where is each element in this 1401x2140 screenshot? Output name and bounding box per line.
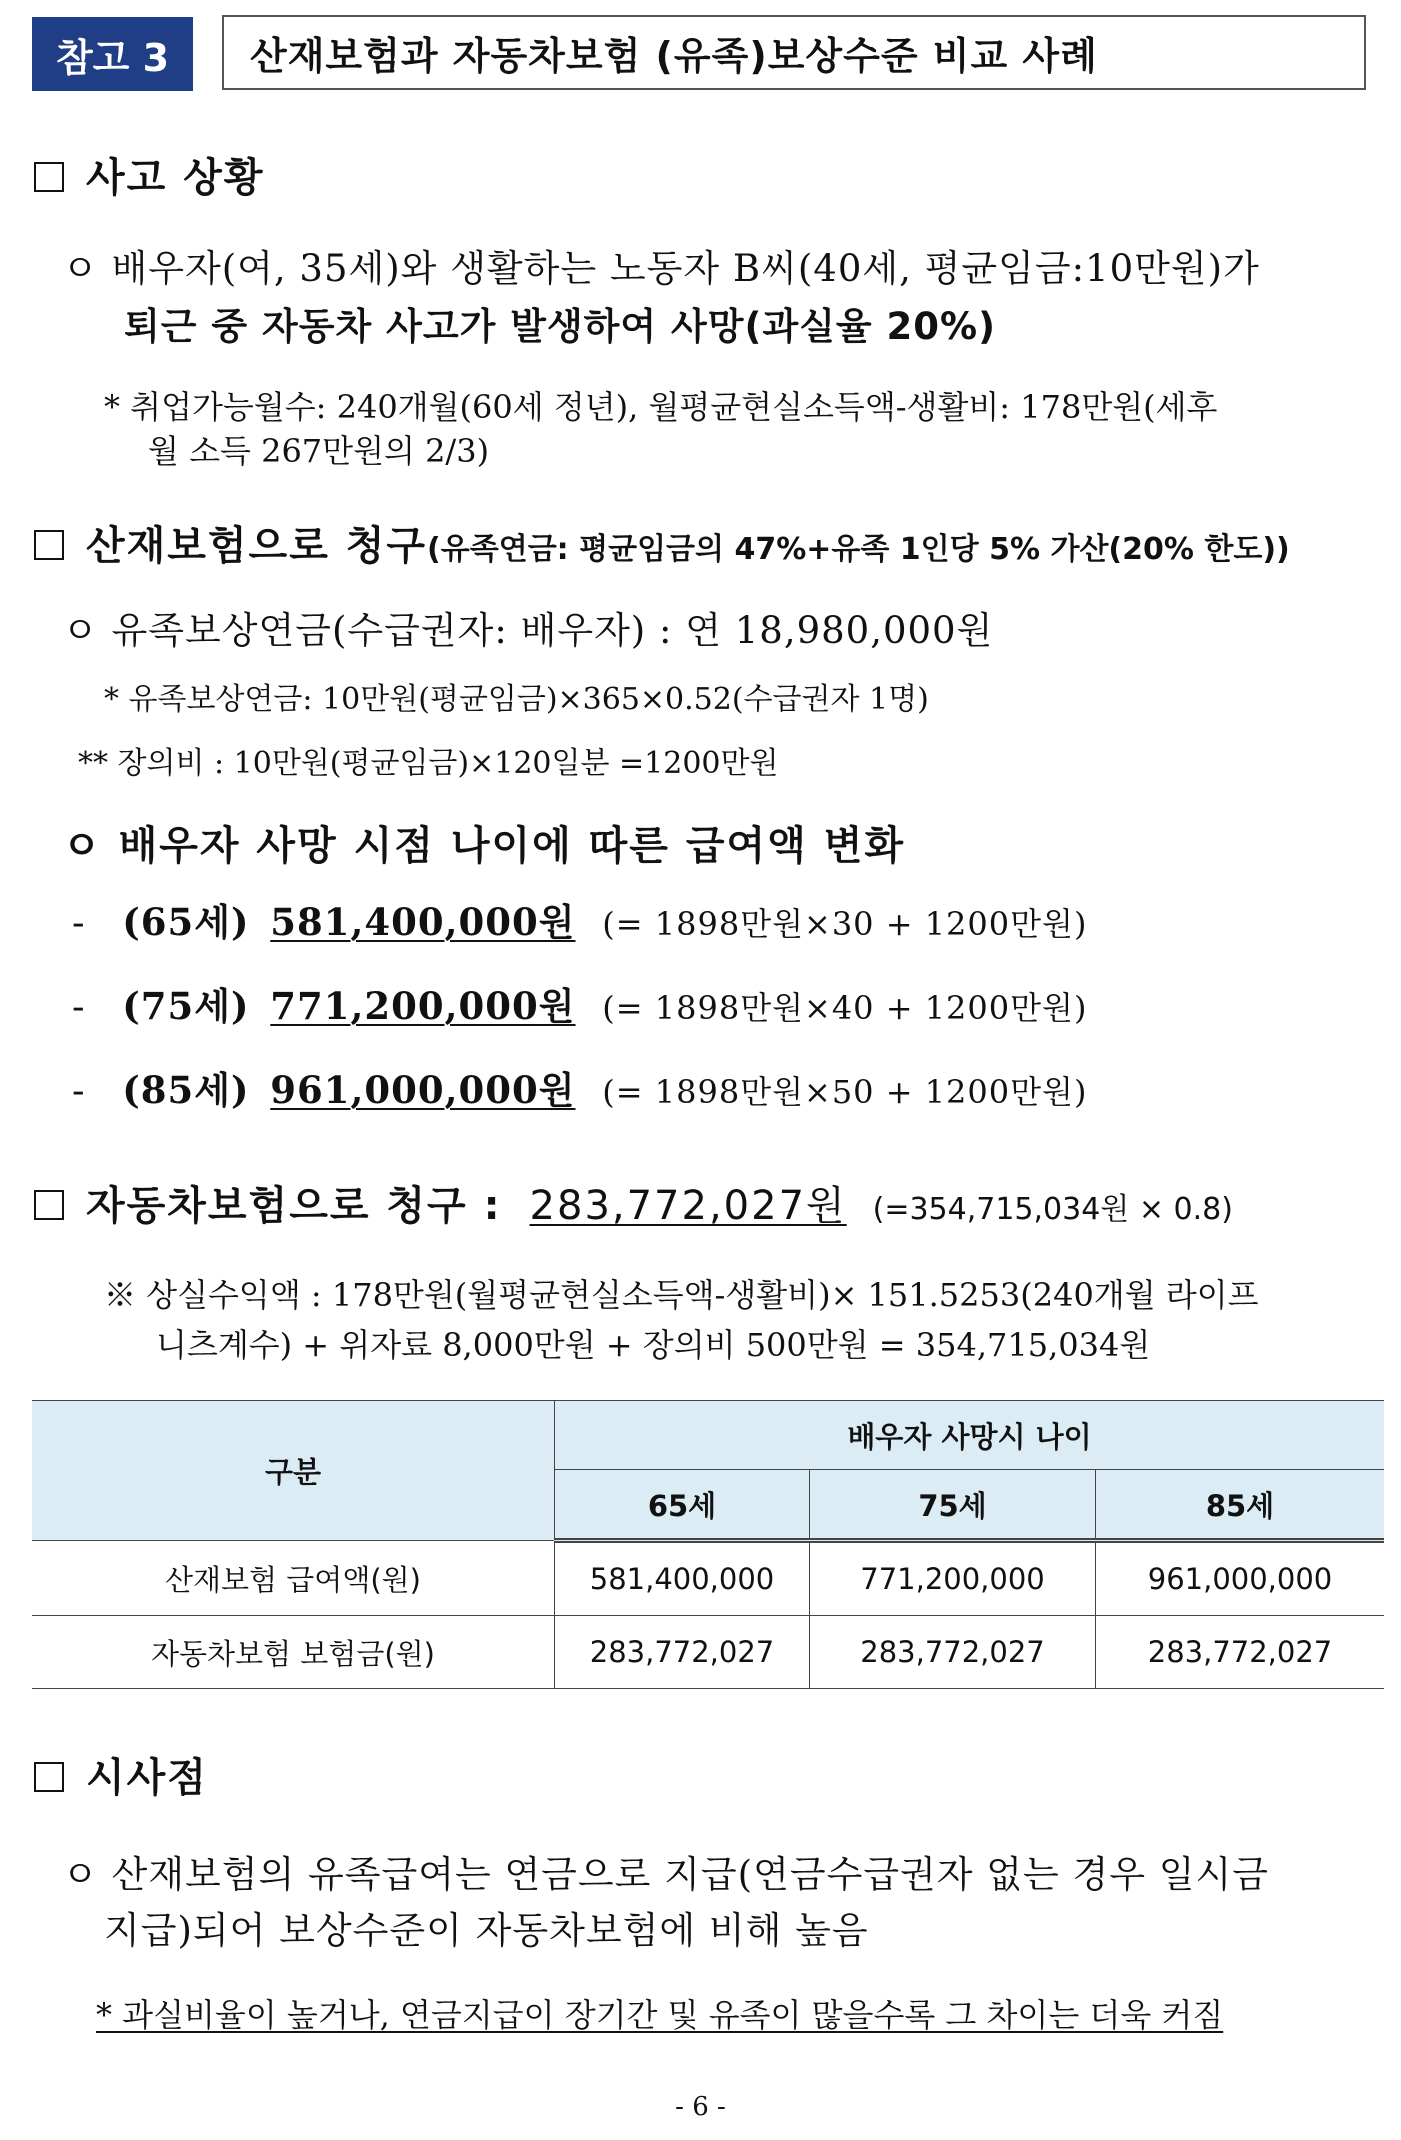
table-row-label: 산재보험 급여액(원) — [32, 1541, 555, 1616]
section-accident-title: 사고 상황 — [86, 155, 265, 201]
row-age: (75세) — [122, 984, 250, 1028]
auto-total-amount: 283,772,027원 — [529, 1183, 847, 1229]
industrial-annuity-bullet: ㅇ 유족보상연금(수급권자: 배우자) : 연 18,980,000원 — [62, 609, 994, 652]
implication-note: * 과실비율이 높거나, 연금지급이 장기간 및 유족이 많을수록 그 차이는 더욱 커짐 — [96, 1996, 1224, 2034]
table-cell: 283,772,027 — [555, 1616, 810, 1689]
row-amount: 771,200,000원 — [270, 984, 576, 1028]
table-cell: 771,200,000 — [810, 1541, 1096, 1616]
benefit-row-85 — [72, 1060, 1087, 1114]
implication-bullet-line1: ㅇ 산재보험의 유족급여는 연금으로 지급(연금수급권자 없는 경우 일시금 — [62, 1853, 1270, 1896]
table-row-label: 자동차보험 보험금(원) — [32, 1616, 555, 1689]
accident-bullet-line1: ㅇ 배우자(여, 35세)와 생활하는 노동자 B씨(40세, 평균임금:10만원)가 — [62, 247, 1260, 290]
table-header-age: 85세 — [1096, 1470, 1385, 1541]
section-implication-title: 시사점 — [86, 1755, 208, 1801]
benefit-row-75 — [72, 976, 1087, 1030]
row-age: (85세) — [122, 1068, 250, 1112]
accident-bullet-line2: 퇴근 중 자동차 사고가 발생하여 사망(과실율 20%) — [124, 305, 997, 348]
checkbox-square-icon — [34, 162, 64, 192]
table-header-age-group: 배우자 사망시 나이 — [555, 1401, 1385, 1470]
checkbox-square-icon — [34, 1190, 64, 1220]
checkbox-square-icon — [34, 530, 64, 560]
table-cell: 283,772,027 — [810, 1616, 1096, 1689]
row-dash: - — [72, 901, 86, 944]
section-accident-heading — [34, 146, 265, 203]
comparison-table — [32, 1400, 1384, 1689]
benefit-row-65 — [72, 892, 1087, 946]
age-change-subheading: ㅇ 배우자 사망 시점 나이에 따른 급여액 변화 — [62, 823, 905, 869]
row-dash: - — [72, 1069, 86, 1112]
table-cell: 581,400,000 — [555, 1541, 810, 1616]
section-auto-heading — [34, 1174, 1233, 1231]
lost-income-note-line2: 니츠계수) + 위자료 8,000만원 + 장의비 500만원 = 354,715,034원 — [156, 1326, 1151, 1364]
reference-badge: 참고 3 — [32, 17, 193, 91]
table-cell: 283,772,027 — [1096, 1616, 1385, 1689]
page-number: - 6 - — [675, 2092, 726, 2122]
section-implication-heading — [34, 1746, 208, 1803]
section-industrial-heading — [34, 514, 1290, 571]
accident-note-line2: 월 소득 267만원의 2/3) — [148, 432, 490, 470]
implication-bullet-line2: 지급)되어 보상수준이 자동차보험에 비해 높음 — [104, 1909, 869, 1952]
funeral-cost-note: ** 장의비 : 10만원(평균임금)×120일분 =1200만원 — [78, 746, 779, 781]
table-row — [32, 1616, 1384, 1689]
row-amount: 581,400,000원 — [270, 900, 576, 944]
section-industrial-title: 산재보험으로 청구 — [86, 523, 428, 569]
row-dash: - — [72, 985, 86, 1028]
row-formula: (= 1898만원×50 + 1200만원) — [602, 1073, 1088, 1111]
section-industrial-note: (유족연금: 평균임금의 47%+유족 1인당 5% 가산(20% 한도)) — [427, 532, 1290, 567]
table-cell: 961,000,000 — [1096, 1541, 1385, 1616]
row-formula: (= 1898만원×30 + 1200만원) — [602, 905, 1088, 943]
table-row — [32, 1541, 1384, 1616]
accident-note-line1: * 취업가능월수: 240개월(60세 정년), 월평균현실소득액-생활비: 178만원(세후 — [104, 388, 1218, 426]
lost-income-note-line1: ※ 상실수익액 : 178만원(월평균현실소득액-생활비)× 151.5253(240개월 라이프 — [104, 1276, 1259, 1314]
table-header-age: 75세 — [810, 1470, 1096, 1541]
row-age: (65세) — [122, 900, 250, 944]
table-header-age: 65세 — [555, 1470, 810, 1541]
row-formula: (= 1898만원×40 + 1200만원) — [602, 989, 1088, 1027]
industrial-annuity-note: * 유족보상연금: 10만원(평균임금)×365×0.52(수급권자 1명) — [104, 682, 929, 717]
row-amount: 961,000,000원 — [270, 1068, 576, 1112]
page-title: 산재보험과 자동차보험 (유족)보상수준 비교 사례 — [222, 15, 1366, 90]
table-header-category: 구분 — [32, 1401, 555, 1541]
checkbox-square-icon — [34, 1762, 64, 1792]
section-auto-title: 자동차보험으로 청구 : — [86, 1183, 502, 1229]
auto-total-formula: (=354,715,034원 × 0.8) — [872, 1192, 1233, 1227]
